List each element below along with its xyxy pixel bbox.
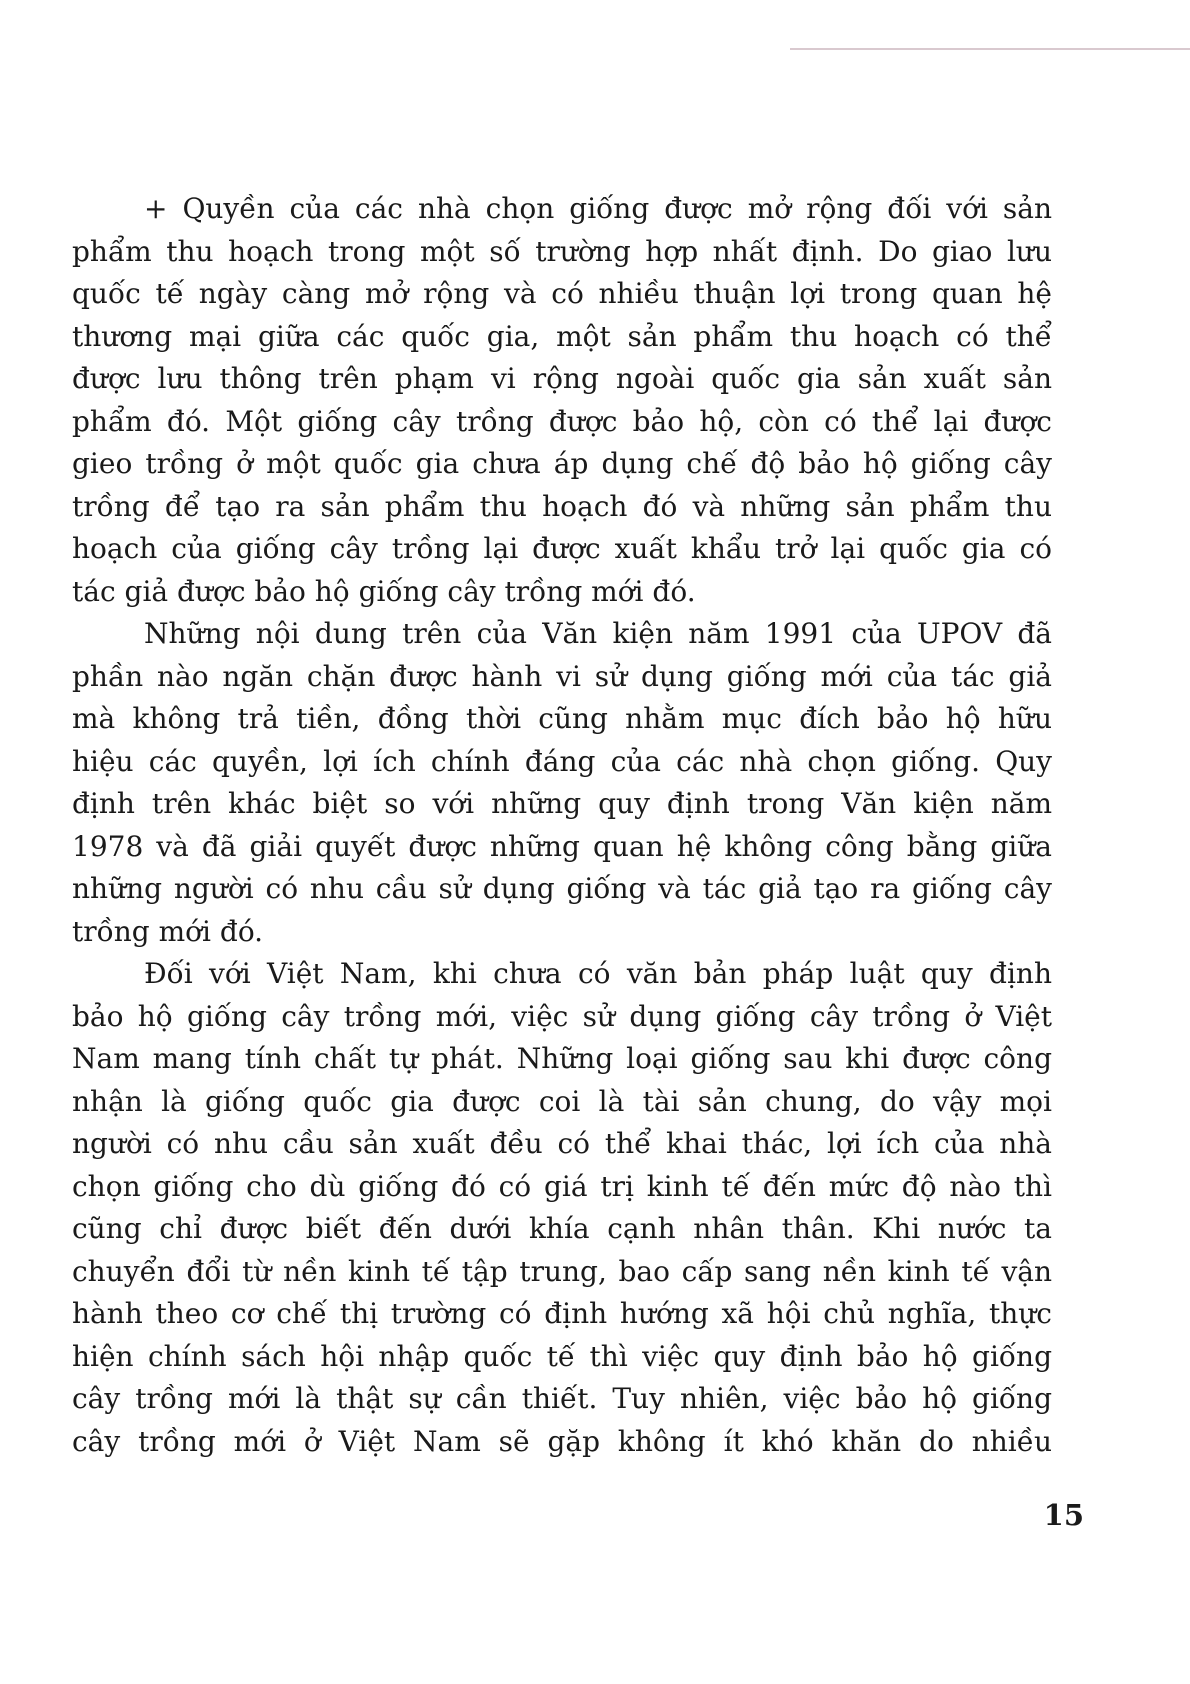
text-line: chọn giống cho dù giống đó có giá trị kinh tế đến mức độ nào thì [72, 1169, 1052, 1203]
text-line: Nam mang tính chất tự phát. Những loại giống sau khi được công [72, 1042, 1052, 1075]
text-line: phẩm đó. Một giống cây trồng được bảo hộ, còn có thể lại được [72, 404, 1052, 438]
text-line: phẩm thu hoạch trong một số trường hợp nhất định. Do giao lưu [72, 234, 1052, 268]
body-text [72, 188, 1052, 1463]
text-line: người có nhu cầu sản xuất đều có thể khai thác, lợi ích của nhà [72, 1127, 1052, 1160]
text-line: những người có nhu cầu sử dụng giống và tác giả tạo ra giống cây [72, 872, 1052, 905]
text-line: Những nội dung trên của Văn kiện năm 1991 của UPOV đã [144, 617, 1052, 650]
text-line: cây trồng mới là thật sự cần thiết. Tuy nhiên, việc bảo hộ giống [72, 1382, 1052, 1415]
text-line: tác giả được bảo hộ giống cây trồng mới đó. [72, 574, 696, 608]
page-edge-rule [790, 48, 1190, 50]
text-line: hiện chính sách hội nhập quốc tế thì việc quy định bảo hộ giống [72, 1339, 1052, 1373]
text-line: phần nào ngăn chặn được hành vi sử dụng giống mới của tác giả [72, 659, 1052, 693]
text-line: gieo trồng ở một quốc gia chưa áp dụng chế độ bảo hộ giống cây [72, 447, 1052, 480]
text-line: định trên khác biệt so với những quy định trong Văn kiện năm [72, 787, 1052, 820]
text-line: trồng để tạo ra sản phẩm thu hoạch đó và những sản phẩm thu [72, 489, 1052, 523]
text-line: hoạch của giống cây trồng lại được xuất khẩu trở lại quốc gia có [72, 532, 1052, 565]
text-line: bảo hộ giống cây trồng mới, việc sử dụng giống cây trồng ở Việt [72, 999, 1052, 1033]
text-line: trồng mới đó. [72, 914, 264, 948]
text-line: Đối với Việt Nam, khi chưa có văn bản pháp luật quy định [144, 957, 1052, 990]
text-line: cũng chỉ được biết đến dưới khía cạnh nhân thân. Khi nước ta [72, 1212, 1052, 1245]
text-line: nhận là giống quốc gia được coi là tài sản chung, do vậy mọi [72, 1084, 1052, 1118]
text-line: hành theo cơ chế thị trường có định hướng xã hội chủ nghĩa, thực [72, 1297, 1052, 1330]
page-number: 15 [1043, 1498, 1084, 1532]
text-line: quốc tế ngày càng mở rộng và có nhiều thuận lợi trong quan hệ [72, 277, 1052, 310]
text-line: + Quyền của các nhà chọn giống được mở rộng đối với sản [144, 192, 1052, 225]
text-line: được lưu thông trên phạm vi rộng ngoài quốc gia sản xuất sản [72, 362, 1052, 395]
text-line: cây trồng mới ở Việt Nam sẽ gặp không ít khó khăn do nhiều [72, 1424, 1052, 1458]
text-line: thương mại giữa các quốc gia, một sản phẩm thu hoạch có thể [72, 319, 1052, 353]
text-line: 1978 và đã giải quyết được những quan hệ không công bằng giữa [72, 829, 1052, 863]
text-line: chuyển đổi từ nền kinh tế tập trung, bao cấp sang nền kinh tế vận [72, 1254, 1052, 1288]
text-line: mà không trả tiền, đồng thời cũng nhằm mục đích bảo hộ hữu [72, 702, 1052, 735]
text-line: hiệu các quyền, lợi ích chính đáng của các nhà chọn giống. Quy [72, 744, 1052, 778]
